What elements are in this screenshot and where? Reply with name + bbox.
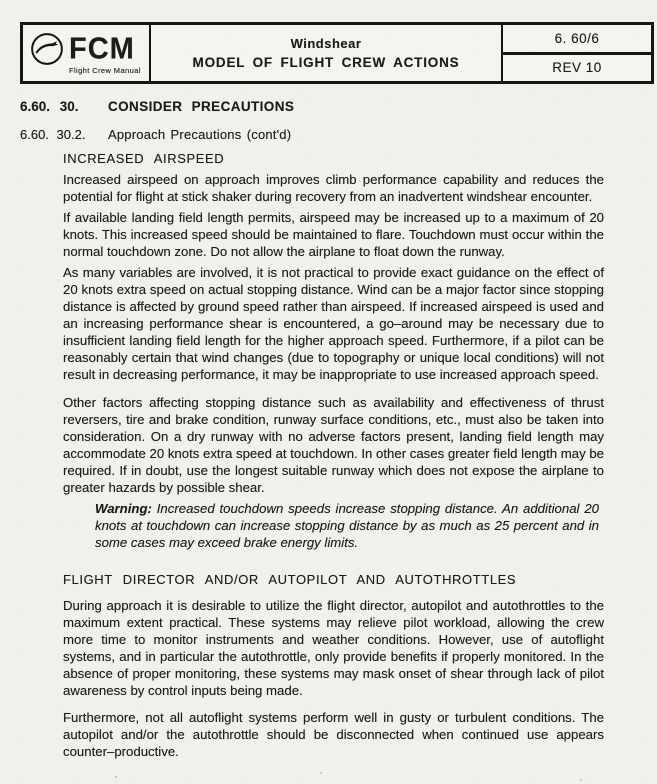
manual-logo-block [23, 25, 151, 81]
flight-director-heading: FLIGHT DIRECTOR AND/OR AUTOPILOT AND AUTOTHROTTLES [63, 572, 517, 587]
increased-airspeed-heading: INCREASED AIRSPEED [63, 151, 225, 166]
paragraph: Furthermore, not all autoflight systems perform well in gusty or turbulent conditions. The autopilot and/or the autothrottle should be disconnected when continued use appears counter–productive. [63, 710, 604, 759]
paragraph: As many variables are involved, it is not practical to provide exact guidance on the effect of 20 knots extra speed on actual stopping distance. Wind can be a major factor since stopping distance is affected by ground speed rather than airspeed. If increased airspeed is used and an increasing performance shear is encountered, a go–around may be necessary due to insufficient landing field length for the higher approach speed. Furthermore, if a pilot can be reasonably certain that wind changes (due to topography or unique local conditions) will not result in decreasing performance, it may be inappropriate to use increased approach speed. [63, 265, 604, 382]
subsection-title: Approach Precautions (cont'd) [108, 127, 292, 142]
chapter-title: Windshear [290, 36, 362, 51]
subsection-heading [20, 127, 645, 142]
warning-note [95, 500, 599, 551]
section-heading [20, 99, 645, 114]
lufthansa-crane-icon [29, 31, 65, 67]
section-number: 6.60. 30. [20, 99, 79, 114]
manual-logo-subtitle: Flight Crew Manual [69, 66, 141, 75]
page-reference-cell [503, 25, 651, 81]
warning-text: Increased touchdown speeds increase stopping distance. An additional 20 knots at touchdown can increase stopping distance by as much as 25 percent and in some cases may exceed brake energy limits. [95, 501, 599, 550]
section-title: CONSIDER PRECAUTIONS [108, 99, 295, 114]
document-title-cell [151, 25, 503, 81]
subsection-number: 6.60. 30.2. [20, 127, 86, 142]
document-header [20, 22, 654, 84]
paragraph: During approach it is desirable to utilize the flight director, autopilot and autothrottles to the maximum extent practical. These systems may relieve pilot workload, allowing the crew more time to monitor instruments and weather conditions. However, use of autoflight systems, and in particular the autothrottle, only provide benefits if properly monitored. In the absence of proper monitoring, these systems may mask onset of shear through lack of pilot awareness by control inputs being made. [63, 598, 604, 698]
paragraph: If available landing field length permits, airspeed may be increased up to a maximum of 20 knots. This increased speed should be maintained to flare. Touchdown must occur within the normal touchdown zone. Do not allow the airplane to float down the runway. [63, 210, 604, 259]
scan-noise-speckles [20, 764, 22, 766]
paragraph: Increased airspeed on approach improves climb performance capability and reduces the potential for flight at stick shaker during recovery from an inadvertent windshear encounter. [63, 172, 604, 204]
manual-abbreviation: FCM [69, 31, 135, 66]
page-title: MODEL OF FLIGHT CREW ACTIONS [192, 55, 460, 70]
revision-number: REV 10 [552, 60, 602, 76]
paragraph: Other factors affecting stopping distance such as availability and effectiveness of thrust reversers, tire and brake condition, runway surface conditions, etc., must also be taken into consideration. On a dry runway with no adverse factors present, landing field length may accommodate 20 knots extra speed at touchdown. In other cases greater field length may be required. If in doubt, use the longest suitable runway which does not expose the airplane to greater hazards by possible shear. [63, 395, 605, 495]
warning-label: Warning: [95, 501, 152, 516]
page-number: 6. 60/6 [503, 25, 651, 55]
body-content [63, 151, 604, 760]
